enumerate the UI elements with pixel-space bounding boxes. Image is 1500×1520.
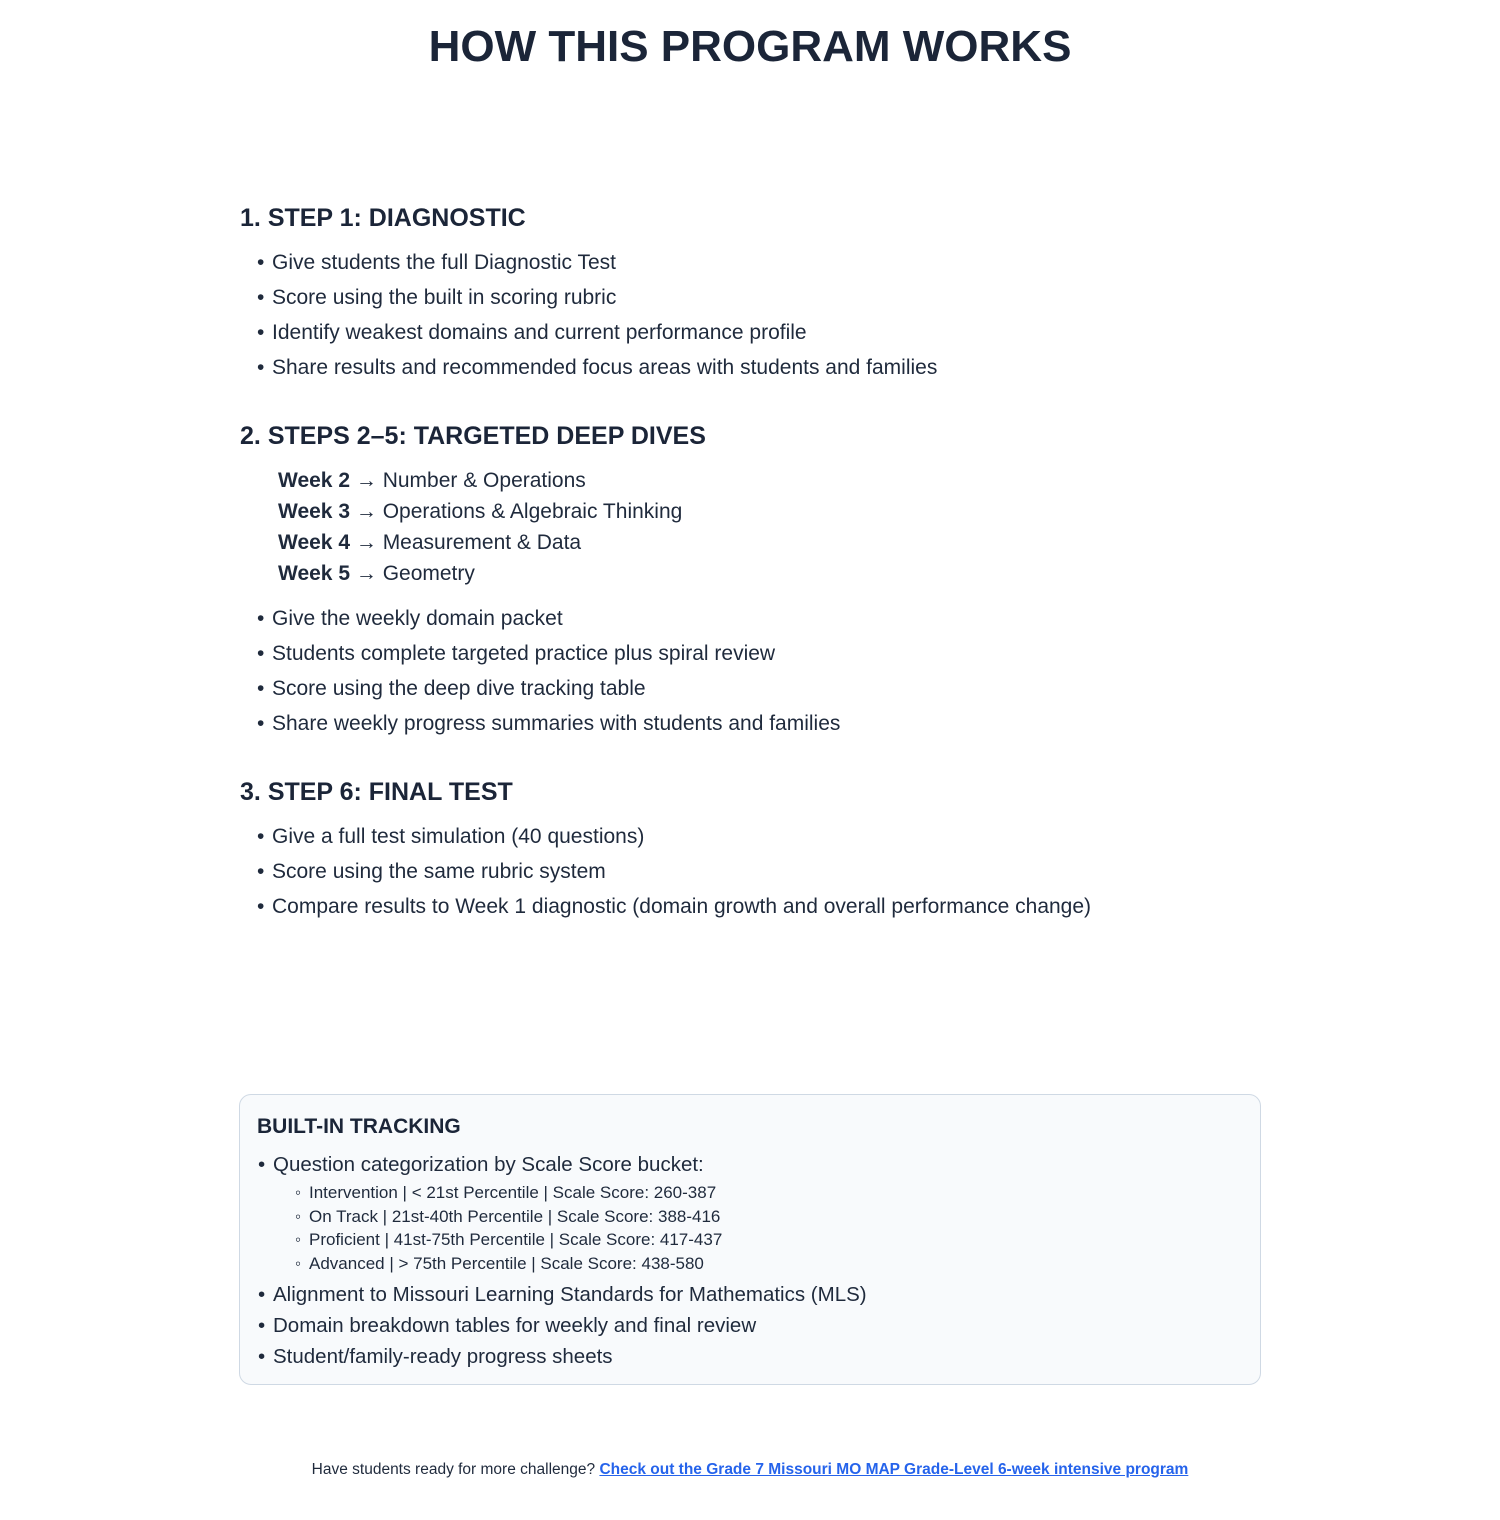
bullet-list xyxy=(240,245,1260,385)
section-title: STEP 1: DIAGNOSTIC xyxy=(267,204,526,232)
right-arrow-icon: → xyxy=(355,500,377,523)
tracking-box xyxy=(239,1094,1261,1385)
bucket-item: ◦ Proficient | 41st-75th Percentile | Scale Score: 417-437 xyxy=(295,1228,1240,1252)
footer-note xyxy=(0,1460,1500,1480)
section-steps-2-5 xyxy=(240,421,1260,741)
section-title: STEPS 2–5: TARGETED DEEP DIVES xyxy=(267,422,706,450)
list-item: • Share results and recommended focus areas with students and families xyxy=(240,350,1260,385)
list-item: • Identify weakest domains and current performance profile xyxy=(240,315,1260,350)
week-topic: Operations & Algebraic Thinking xyxy=(382,500,683,523)
section-number: 2. xyxy=(240,422,261,450)
list-item: • Give the weekly domain packet xyxy=(240,601,1260,636)
week-label: Week 4 xyxy=(278,531,350,554)
week-topic: Number & Operations xyxy=(382,469,586,492)
section-title: STEP 6: FINAL TEST xyxy=(267,778,513,806)
week-line xyxy=(278,527,1260,558)
tracking-box-heading: BUILT-IN TRACKING xyxy=(257,1115,461,1138)
page-title: HOW THIS PROGRAM WORKS xyxy=(428,22,1072,71)
right-arrow-icon: → xyxy=(355,562,377,585)
right-arrow-icon: → xyxy=(355,469,377,492)
section-step-1 xyxy=(240,203,1260,385)
section-step-6 xyxy=(240,777,1260,924)
main-content xyxy=(240,203,1260,924)
section-heading xyxy=(240,777,1260,807)
scale-score-buckets xyxy=(273,1181,1240,1275)
footer-prompt: Have students ready for more challenge? xyxy=(311,1461,596,1478)
list-item: • Students complete targeted practice plus spiral review xyxy=(240,636,1260,671)
right-arrow-icon: → xyxy=(355,531,377,554)
section-heading xyxy=(240,421,1260,451)
bucket-item: ◦ Intervention | < 21st Percentile | Scale Score: 260-387 xyxy=(295,1181,1240,1205)
list-item: • Compare results to Week 1 diagnostic (domain growth and overall performance change) xyxy=(240,889,1260,924)
section-heading xyxy=(240,203,1260,233)
list-item: • Alignment to Missouri Learning Standards for Mathematics (MLS) xyxy=(257,1279,1240,1310)
section-number: 1. xyxy=(240,204,261,232)
grade7-program-link[interactable]: Check out the Grade 7 Missouri MO MAP Grade-Level 6-week intensive program xyxy=(599,1461,1189,1478)
bullet-list xyxy=(240,819,1260,924)
list-item: • Student/family-ready progress sheets xyxy=(257,1341,1240,1372)
week-topic: Measurement & Data xyxy=(382,531,582,554)
week-label: Week 5 xyxy=(278,562,350,585)
week-topic: Geometry xyxy=(382,562,475,585)
list-item-text: Question categorization by Scale Score bucket: xyxy=(273,1153,704,1176)
bucket-item: ◦ Advanced | > 75th Percentile | Scale Score: 438-580 xyxy=(295,1252,1240,1276)
list-item: • Domain breakdown tables for weekly and final review xyxy=(257,1310,1240,1341)
week-schedule xyxy=(240,465,1260,589)
list-item xyxy=(257,1149,1240,1275)
week-line xyxy=(278,465,1260,496)
list-item: • Score using the same rubric system xyxy=(240,854,1260,889)
week-label: Week 3 xyxy=(278,500,350,523)
week-line xyxy=(278,558,1260,589)
list-item: • Score using the deep dive tracking table xyxy=(240,671,1260,706)
week-label: Week 2 xyxy=(278,469,350,492)
bucket-item: ◦ On Track | 21st-40th Percentile | Scale Score: 388-416 xyxy=(295,1205,1240,1229)
list-item: • Give students the full Diagnostic Test xyxy=(240,245,1260,280)
section-number: 3. xyxy=(240,778,261,806)
list-item: • Share weekly progress summaries with students and families xyxy=(240,706,1260,741)
week-line xyxy=(278,496,1260,527)
list-item: • Score using the built in scoring rubric xyxy=(240,280,1260,315)
bullet-list xyxy=(240,601,1260,741)
list-item: • Give a full test simulation (40 questions) xyxy=(240,819,1260,854)
tracking-bullet-list xyxy=(257,1149,1240,1372)
